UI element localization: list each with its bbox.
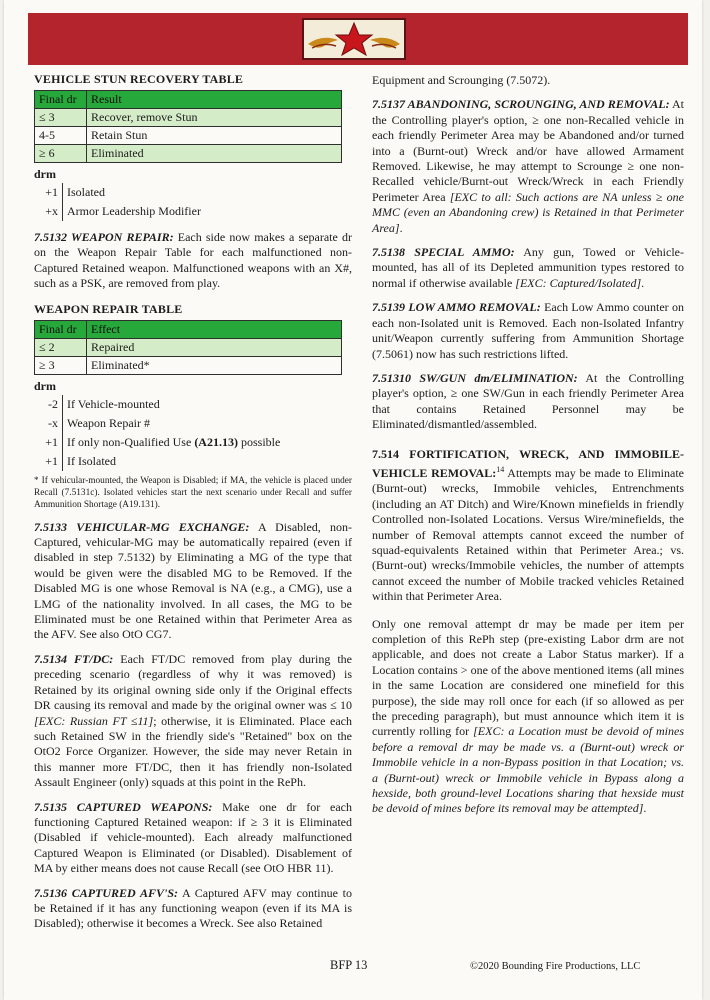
rule-heading: 7.5134 FT/DC:: [34, 651, 114, 666]
rule-text: At the Controlling player's option, ≥ one non-Recalled vehicle in each friendly Perimeter Area may be Abandoned and/or turned into a (Burnt-out) Wreck and/or have allowed Armament Removed. Likewise, he may attempt to Scrounge ≥ one non-Recalled vehicle/Burnt-out Wreck/Wreck in each Friendly Perimeter Area: [372, 97, 684, 204]
vehicle-stun-table-title: VEHICLE STUN RECOVERY TABLE: [34, 72, 244, 86]
rule-7-5138: [372, 245, 684, 291]
drm-text: If Isolated: [62, 452, 116, 471]
weapon-repair-table-title: WEAPON REPAIR TABLE: [34, 301, 183, 316]
table-header: Effect: [87, 320, 342, 338]
table-cell: Repaired: [87, 338, 342, 356]
rule-7-514: [372, 447, 684, 605]
table-cell: Eliminated*: [87, 356, 342, 374]
table-row: [35, 109, 342, 127]
rule-heading: 7.5139 LOW AMMO REMOVAL:: [372, 300, 541, 315]
drm-value: -2: [48, 396, 58, 411]
right-column: [372, 70, 684, 817]
rule-7-5139: [372, 300, 684, 362]
table-header: Final dr: [35, 320, 87, 338]
rule-7-514-continued: [372, 617, 684, 817]
drm-text: Weapon Repair #: [62, 414, 150, 433]
drm-text: Isolated: [62, 183, 105, 202]
rule-exception: [EXC: Russian FT ≤11]: [34, 713, 154, 728]
rule-text: Each FT/DC removed from play during the preceding scenario (regardless of why it was removed) is Retained by its original owning side only if the Original effects DR causing its removal and made by the original owner was ≤ 10: [34, 651, 352, 713]
table-cell: ≥ 3: [35, 356, 87, 374]
drm-value: +x: [45, 204, 58, 218]
rule-7-5133: [34, 520, 352, 643]
drm-row: [34, 452, 352, 471]
rule-reference: (A21.13): [194, 434, 238, 449]
drm-value: +1: [45, 453, 58, 468]
drm-text: If Vehicle-mounted: [62, 395, 160, 414]
drm-text: Armor Leadership Modifier: [62, 202, 201, 221]
rule-7-51310: [372, 371, 684, 433]
rule-text: At the Controlling player's option, ≥ one SW/Gun in each friendly Perimeter Area that contains Retained Personnel may be Eliminated/dismantled/assembled.: [372, 370, 684, 432]
rule-7-5137: [372, 97, 684, 236]
drm-row: [34, 202, 352, 221]
table-row: [35, 127, 342, 145]
footnote-marker: 14: [496, 464, 505, 474]
rule-heading: 7.51310 SW/GUN dm/ELIMINATION:: [372, 370, 578, 385]
table-row: [35, 338, 342, 356]
rule-text: Only one removal attempt dr may be made per item per completion of this RePh step (pre-existing Labor drm are not applicable, and does not create a Labor Status marker). If a Location contains > one of the above mentioned items (all mines in the same Location are considered one minefield for this purpose), the side may roll once for each (if so allowed as per the preceding paragraph), but must announce which item it is currently rolling for: [372, 616, 684, 739]
left-column: [34, 70, 352, 932]
drm-label: drm: [34, 378, 56, 393]
table-cell: Recover, remove Stun: [87, 109, 342, 127]
table-row: [35, 356, 342, 374]
rule-text-tail: .: [399, 220, 403, 235]
drm-text: [62, 433, 280, 452]
rule-heading: 7.5135 CAPTURED WEAPONS:: [34, 799, 213, 814]
drm-row: [34, 395, 352, 414]
rule-heading: 7.5137 ABANDONING, SCROUNGING, AND REMOVAL:: [372, 97, 670, 112]
rule-exception: [EXC to all: Such actions are NA unless ≥ one MMC (even an Abandoning crew) is Retained in that Perimeter Area]: [372, 189, 684, 235]
rule-text-tail: .: [641, 275, 645, 290]
rule-7-5136: [34, 886, 352, 932]
star-emblem-icon: [304, 20, 404, 58]
rule-heading: 7.5136 CAPTURED AFV'S:: [34, 885, 178, 900]
copyright: ©2020 Bounding Fire Productions, LLC: [470, 961, 641, 972]
table-cell: 4-5: [35, 127, 87, 145]
rule-text: Make one dr for each functioning Captured Retained weapon: if ≥ 3 it is Eliminated (Disabled if vehicle-mounted). Each already malfunctioned Captured Weapon is Eliminated (or Disabled). Disablement of MA by either means does not cause Recall (see OtO HBR 11).: [34, 799, 352, 876]
rule-text: Each side now makes a separate dr on the Weapon Repair Table for each malfunctioned non-Captured Retained weapon. Malfunctioned weapons with an X#, such as a PSK, are removed from play.: [34, 230, 352, 291]
rule-text: Attempts may be made to Eliminate (Burnt-out) wrecks, Immobile vehicles, Entrenchments (including an AT Ditch) and Wire/Known minefields in friendly Controlled non-Isolated Locations. Versus Wire/minefields, the number of Removal attempts cannot exceed the number of squad-equivalents Retained within that Perimeter Area.; vs. (Burnt-out) wrecks/Immobile vehicles, the number of attempts cannot exceed the number of Mobile tracked vehicles Retained within that Perimeter Area.: [372, 465, 685, 604]
rule-text: ; otherwise, it is Eliminated. Place each such Retained SW in the friendly side's "Retained" box on the OtO2 Force Organizer. However, the side may never Retain in this manner more FT/DC, then it has friendly non-Isolated Assault Engineer (only) squads at this point in the RePh.: [34, 713, 352, 790]
rule-text-tail: .: [643, 801, 647, 816]
drm-row: [34, 183, 352, 202]
drm-text-tail: possible: [237, 434, 281, 449]
table-cell: ≤ 2: [35, 338, 87, 356]
vehicle-stun-table: [34, 90, 342, 163]
rule-text: A Disabled, non-Captured, vehicular-MG may be automatically repaired (even if disabled in step 7.5132) by Eliminating a MG of the type that would be given were the disabled MG to be Removed. If the Disabled MG is one whose Removal is NA (e.g., a CMG), use a LMG of the nationality involved. In all cases, the MG to be Eliminated must be one Retained within that Perimeter Area as the AFV. See also OtO CG7.: [34, 519, 352, 642]
rule-heading: 7.5138 SPECIAL AMMO:: [372, 245, 515, 260]
table-row: [35, 145, 342, 163]
rule-exception: [EXC: a Location must be devoid of mines before a removal dr may be made vs. a (Burnt-out) wreck or Immobile vehicle in a non-Bypass position in that Location; vs. a (Burnt-out) wreck or Immobile vehicle in Bypass along a hexside, both ground-level Locations sharing that hexside must be devoid of mines before its removal may be attempted]: [372, 724, 684, 816]
rule-7-5134: [34, 652, 352, 791]
rule-text: A Captured AFV may continue to be Retained if it has any functioning weapon (even if its MA is Disabled); otherwise it becomes a Wreck. See also Retained: [34, 885, 352, 931]
table-header: Final dr: [35, 91, 87, 109]
rule-heading: 7.514 FORTIFICATION, WRECK, AND IMMOBILE-VEHICLE REMOVAL:: [372, 446, 684, 480]
table-cell: Eliminated: [87, 145, 342, 163]
continued-text: Equipment and Scrounging (7.5072).: [372, 73, 551, 87]
drm-text-main: If only non-Qualified Use: [67, 434, 192, 449]
table-cell: Retain Stun: [87, 127, 342, 145]
rule-heading: 7.5133 VEHICULAR-MG EXCHANGE:: [34, 519, 250, 534]
drm-value: -x: [48, 415, 58, 430]
rule-text: Any gun, Towed or Vehicle-mounted, has all of its Depleted ammunition types restored to normal if otherwise available: [372, 245, 684, 290]
table-cell: ≥ 6: [35, 145, 87, 163]
rule-heading: 7.5132 WEAPON REPAIR:: [34, 230, 174, 244]
weapon-repair-table: [34, 320, 342, 375]
drm-value: +1: [45, 434, 58, 449]
page-number: BFP 13: [330, 958, 368, 972]
drm-value: +1: [45, 185, 58, 199]
rule-exception: [EXC: Captured/Isolated]: [515, 275, 642, 290]
rule-7-5135: [34, 800, 352, 877]
drm-row: [34, 414, 352, 433]
table-header: Result: [87, 91, 342, 109]
drm-label: drm: [34, 167, 56, 181]
publisher-logo: [302, 18, 406, 60]
table-cell: ≤ 3: [35, 109, 87, 127]
rule-7-5132: [34, 230, 352, 292]
table-footnote: * If vehicular-mounted, the Weapon is Disabled; if MA, the vehicle is placed under Recall (7.5131c). Isolated vehicles start the next scenario under Recall and suffer Ammunition Shortage (A19.131).: [34, 475, 352, 510]
rule-text: Each Low Ammo counter on each non-Isolated unit is Removed. Each non-Isolated Infantry unit/Weapon currently suffering from Ammunition Shortage (7.5061) now has such restrictions lifted.: [372, 300, 684, 361]
drm-row: [34, 433, 352, 452]
